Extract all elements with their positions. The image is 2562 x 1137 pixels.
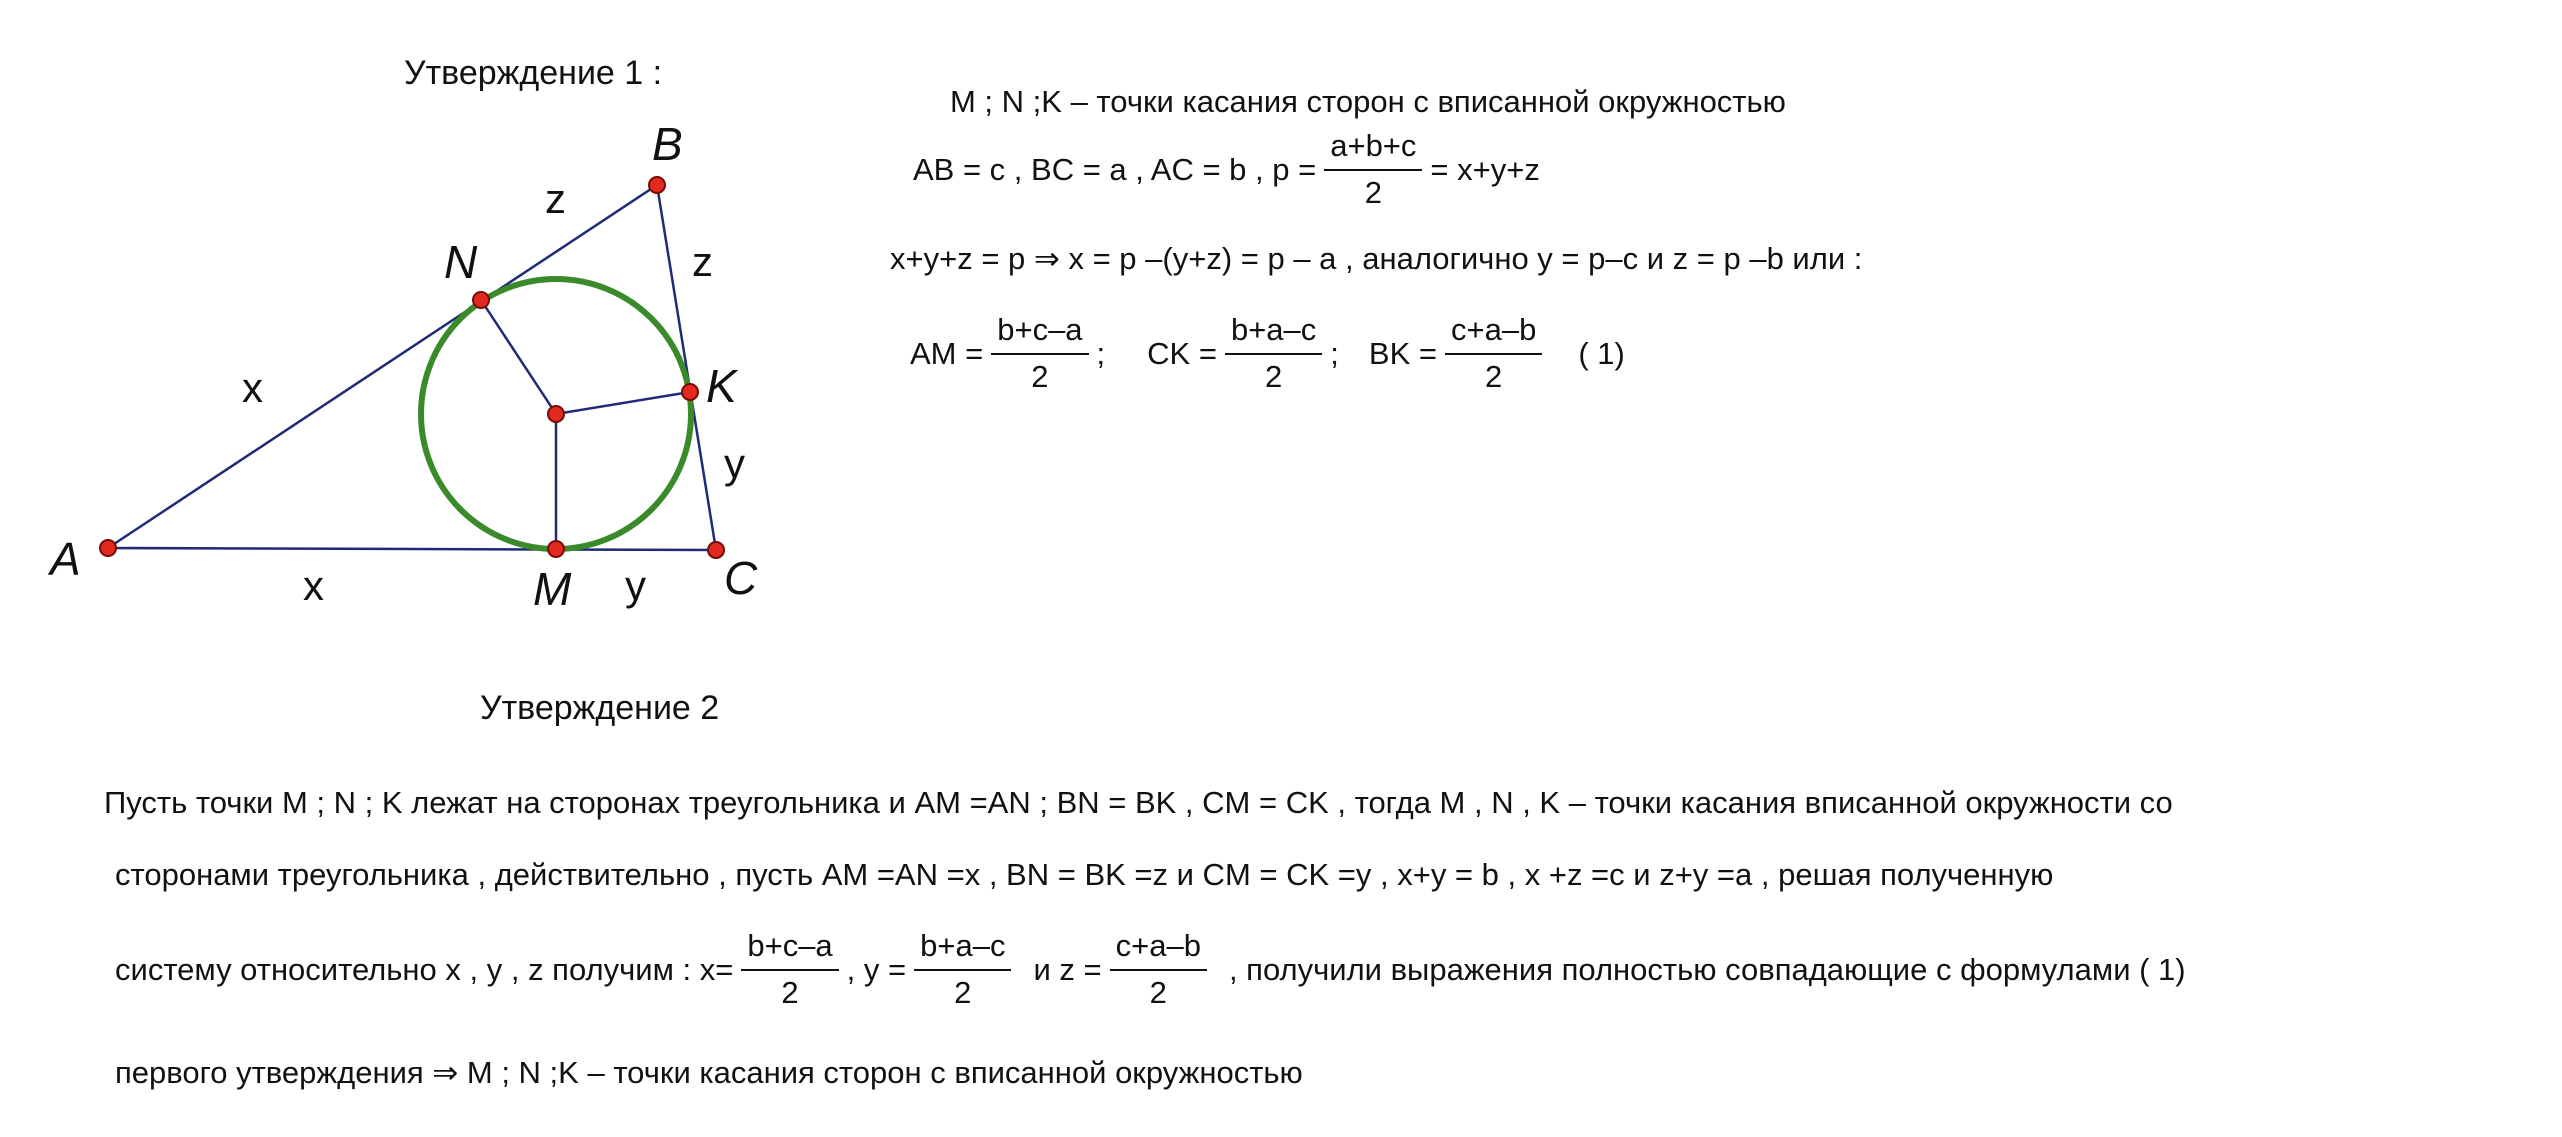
label-y-bottom: y: [625, 562, 646, 609]
label-b: B: [652, 118, 683, 170]
statement2-paragraph-line3: [115, 930, 2186, 1009]
point-k: [682, 384, 698, 400]
y-fraction: [914, 930, 1011, 1009]
point-m: [548, 541, 564, 557]
statement1-line2: [913, 130, 1540, 209]
semiperimeter-fraction: [1324, 130, 1422, 209]
statement2-paragraph-line4: первого утверждения ⇒ M ; N ;K – точки касания сторон с вписанной окружностью: [115, 1055, 1303, 1090]
statement1-line1: M ; N ;K – точки касания сторон с вписанной окружностью: [950, 84, 1786, 119]
separator: ;: [1096, 335, 1106, 371]
side-ab: [108, 185, 657, 548]
label-z-right: z: [692, 238, 713, 285]
statement2-paragraph-line1: Пусть точки M ; N ; K лежат на сторонах треугольника и AM =AN ; BN = BK , CM = CK , тогда M , N , K – точки касания вписанной окружности со: [104, 785, 2173, 820]
line3-suffix: , получили выражения полностью совпадающие с формулами ( 1): [1228, 951, 2186, 987]
line2-prefix: AB = c , BC = a , AC = b , p =: [913, 151, 1317, 187]
point-a: [100, 540, 116, 556]
radius-n: [481, 300, 556, 414]
label-y-right: y: [724, 440, 745, 487]
am-fraction: [991, 314, 1088, 393]
statement1-heading: Утверждение 1 :: [404, 54, 663, 92]
statement1-line4: [910, 314, 1625, 393]
ck-fraction: [1225, 314, 1322, 393]
label-n: N: [444, 236, 478, 288]
point-c: [708, 542, 724, 558]
statement2-paragraph-line2: сторонами треугольника , действительно , пусть AM =AN =x , BN = BK =z и CM = CK =y , x+y = b , x +z =c и z+y =a , решая полученную: [115, 857, 2054, 892]
fraction-denominator: 2: [954, 974, 972, 1010]
separator: ;: [1330, 335, 1339, 371]
label-x-bottom: x: [303, 562, 324, 609]
point-n: [473, 292, 489, 308]
bk-fraction: [1445, 314, 1542, 393]
label-a: A: [50, 533, 81, 585]
statement1-line3: x+y+z = p ⇒ x = p –(y+z) = p – a , аналогично y = p–c и z = p –b или :: [890, 241, 1863, 276]
am-label: AM =: [910, 335, 984, 371]
point-incenter: [548, 406, 564, 422]
fraction-numerator: b+a–c: [914, 930, 1011, 971]
label-m: M: [533, 563, 572, 615]
fraction-denominator: 2: [1485, 358, 1503, 394]
label-z-top: z: [545, 175, 566, 222]
fraction-numerator: a+b+c: [1324, 130, 1422, 171]
formula-reference: ( 1): [1578, 335, 1625, 371]
fraction-denominator: 2: [1264, 358, 1283, 394]
radius-k: [556, 392, 690, 414]
label-x-left: x: [242, 364, 263, 411]
side-ac: [108, 548, 716, 550]
line3-mid2: и z =: [1033, 951, 1102, 987]
fraction-numerator: c+a–b: [1445, 314, 1542, 355]
fraction-denominator: 2: [1364, 174, 1382, 210]
fraction-numerator: b+c–a: [741, 930, 838, 971]
line3-prefix: систему относительно x , y , z получим : x=: [115, 951, 734, 987]
statement2-heading: Утверждение 2: [480, 689, 720, 727]
label-c: C: [724, 552, 758, 604]
fraction-denominator: 2: [1149, 974, 1167, 1010]
x-fraction: [741, 930, 838, 1009]
incircle-diagram: [0, 0, 760, 640]
fraction-numerator: c+a–b: [1110, 930, 1207, 971]
fraction-denominator: 2: [781, 974, 799, 1010]
fraction-numerator: b+a–c: [1225, 314, 1322, 355]
label-k: K: [706, 360, 737, 412]
bk-label: BK =: [1368, 335, 1437, 371]
z-fraction: [1110, 930, 1207, 1009]
line2-suffix: = x+y+z: [1430, 151, 1540, 187]
ck-label: CK =: [1147, 335, 1217, 371]
fraction-denominator: 2: [1031, 358, 1049, 394]
point-b: [649, 177, 665, 193]
fraction-numerator: b+c–a: [991, 314, 1088, 355]
line3-mid1: , y =: [846, 951, 907, 987]
